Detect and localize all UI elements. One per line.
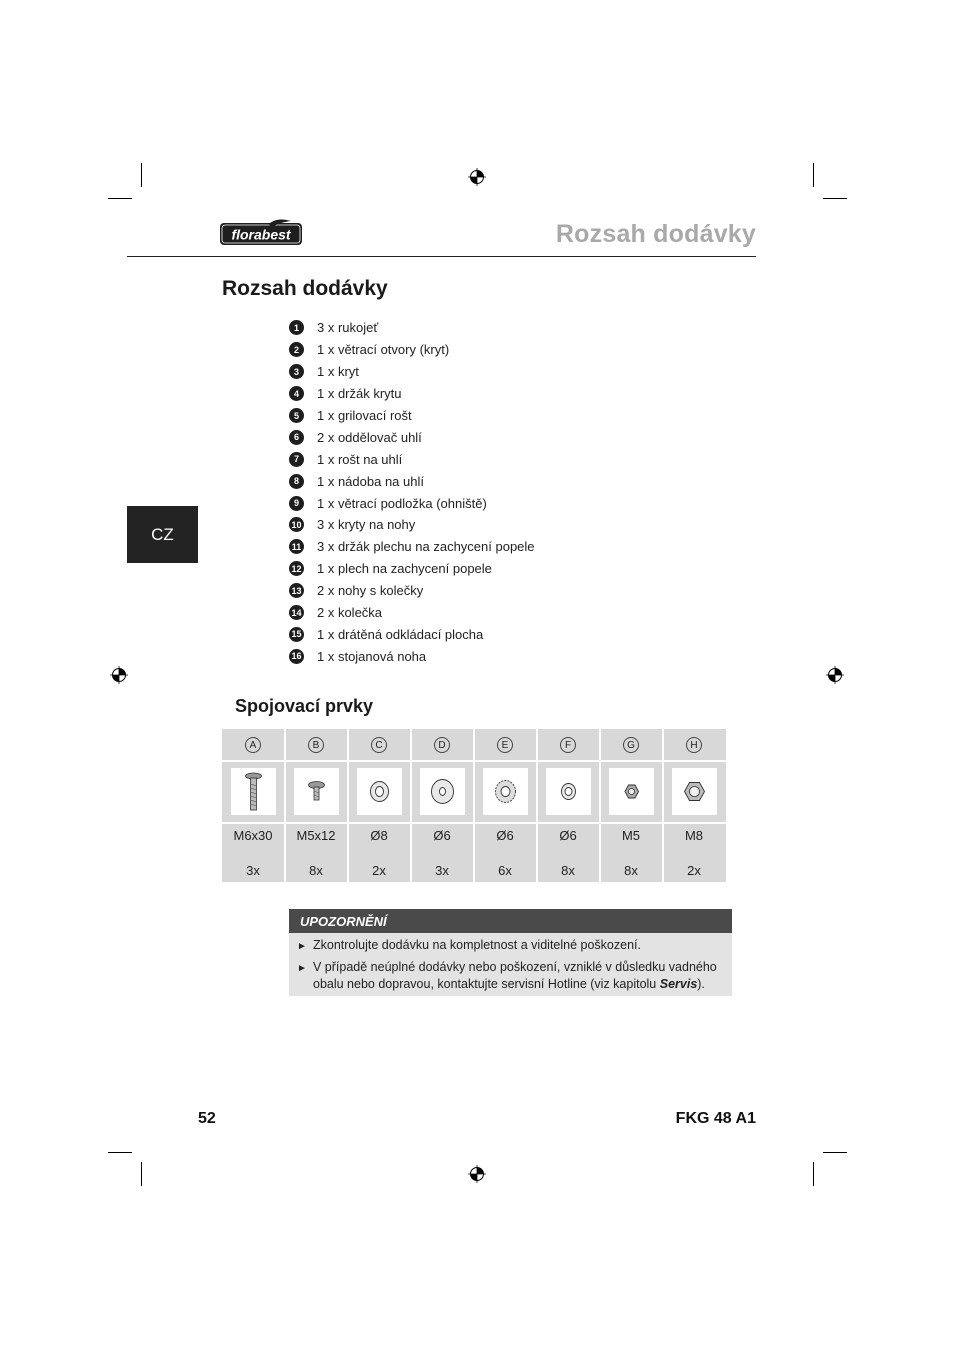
fastener-letter: E (497, 737, 513, 753)
fastener-column (348, 729, 410, 882)
fastener-qty: 8x (624, 863, 638, 878)
list-item (289, 623, 535, 645)
item-number: 1 (289, 320, 304, 335)
fastener-letter: F (560, 737, 576, 753)
item-text: 3 x rukojeť (317, 320, 379, 336)
fastener-letter: A (245, 737, 261, 753)
notice-item (297, 937, 723, 955)
logo-text: florabest (231, 226, 291, 243)
fastener-size: M6x30 (233, 828, 273, 843)
item-number: 12 (289, 561, 304, 576)
list-item (289, 492, 535, 514)
item-number: 14 (289, 605, 304, 620)
fastener-image (483, 768, 528, 815)
notice-item (297, 959, 723, 993)
header-divider (127, 256, 756, 257)
fastener-letter: D (434, 737, 450, 753)
item-text: 1 x kryt (317, 364, 359, 380)
crop-mark (108, 198, 132, 199)
fastener-column (600, 729, 662, 882)
table-divider (410, 729, 412, 882)
item-text: 2 x kolečka (317, 605, 383, 621)
fastener-letter: C (371, 737, 387, 753)
item-number: 8 (289, 474, 304, 489)
item-text: 1 x držák krytu (317, 386, 402, 402)
item-number: 6 (289, 430, 304, 445)
notice-text-part: V případě neúplné dodávky nebo poškození, vzniklé v důsledku vadného obalu nebo dopravou, kontaktujte servisní Hotline (viz kapitolu (313, 960, 717, 991)
notice-text-part: ). (697, 977, 705, 991)
fastener-image (609, 768, 654, 815)
fastener-qty: 3x (435, 863, 449, 878)
item-number: 16 (289, 649, 304, 664)
fastener-letter: H (686, 737, 702, 753)
table-divider (599, 729, 601, 882)
list-item (289, 514, 535, 536)
short-screw-icon (294, 768, 339, 815)
page-title: Rozsah dodávky (555, 220, 756, 248)
fastener-qty: 6x (498, 863, 512, 878)
list-item (289, 361, 535, 383)
list-item (289, 405, 535, 427)
list-item (289, 536, 535, 558)
item-text: 1 x drátěná odkládací plocha (317, 626, 484, 642)
item-text: 1 x grilovací rošt (317, 408, 412, 423)
fasteners-title: Spojovací prvky (235, 696, 374, 716)
arrow-icon: ► (297, 963, 307, 974)
item-text: 2 x nohy s kolečky (317, 583, 424, 599)
list-item (289, 448, 535, 470)
page-number: 52 (198, 1110, 216, 1127)
item-number: 15 (289, 627, 304, 642)
fastener-image (672, 768, 717, 815)
servis-reference: Servis (659, 977, 698, 991)
small-washer-icon (546, 768, 591, 815)
language-tab: CZ (127, 506, 198, 563)
fastener-column (285, 729, 347, 882)
crop-mark (823, 1152, 847, 1153)
crop-mark (813, 163, 814, 187)
fastener-qty: 8x (309, 863, 323, 878)
arrow-icon: ► (297, 941, 307, 952)
fastener-qty: 3x (246, 863, 260, 878)
list-item (289, 383, 535, 405)
item-text: 2 x oddělovač uhlí (317, 429, 422, 445)
florabest-logo (219, 219, 303, 247)
item-number: 11 (289, 539, 304, 554)
nut-icon (672, 768, 717, 815)
registration-mark-icon (468, 168, 486, 186)
bolt-icon (231, 768, 276, 815)
crop-mark (141, 1162, 142, 1186)
small-nut-icon (609, 768, 654, 815)
fastener-image (420, 768, 465, 815)
item-text: 1 x stojanová noha (317, 648, 427, 664)
fastener-column (411, 729, 473, 882)
fastener-size: M8 (684, 828, 704, 843)
item-number: 10 (289, 517, 304, 532)
registration-mark-icon (468, 1165, 486, 1183)
table-divider (662, 729, 664, 882)
fastener-column (537, 729, 599, 882)
table-divider (473, 729, 475, 882)
registration-mark-icon (826, 666, 844, 684)
table-divider (284, 729, 286, 882)
lock-washer-icon (483, 768, 528, 815)
item-number: 4 (289, 386, 304, 401)
fastener-column (222, 729, 284, 882)
fastener-letter: B (308, 737, 324, 753)
parts-list (289, 317, 535, 667)
item-text: 3 x kryty na nohy (317, 517, 416, 533)
fastener-column (663, 729, 725, 882)
fastener-image (231, 768, 276, 815)
large-washer-icon (420, 768, 465, 815)
item-number: 13 (289, 583, 304, 598)
fastener-image (357, 768, 402, 815)
fastener-image (546, 768, 591, 815)
list-item (289, 580, 535, 602)
fastener-size: Ø6 (559, 828, 577, 843)
table-divider (347, 729, 349, 882)
item-number: 3 (289, 364, 304, 379)
crop-mark (813, 1162, 814, 1186)
notice-heading: UPOZORNĚNÍ (289, 909, 732, 933)
registration-mark-icon (110, 666, 128, 684)
list-item (289, 317, 535, 339)
fastener-size: Ø6 (433, 828, 451, 843)
model-number: FKG 48 A1 (675, 1110, 756, 1127)
section-title: Rozsah dodávky (222, 277, 388, 300)
item-text: 1 x větrací otvory (kryt) (317, 342, 450, 358)
item-number: 2 (289, 342, 304, 357)
item-text: 1 x plech na zachycení popele (317, 561, 492, 577)
fastener-qty: 8x (561, 863, 575, 878)
list-item (289, 339, 535, 361)
crop-mark (141, 163, 142, 187)
list-item (289, 602, 535, 624)
fasteners-table (222, 729, 726, 882)
fastener-qty: 2x (687, 863, 701, 878)
list-item (289, 426, 535, 448)
fastener-qty: 2x (372, 863, 386, 878)
washer-icon (357, 768, 402, 815)
fastener-size: Ø8 (370, 828, 388, 843)
item-text: 3 x držák plechu na zachycení popele (317, 539, 535, 555)
fastener-image (294, 768, 339, 815)
list-item (289, 645, 535, 667)
table-divider (536, 729, 538, 882)
item-text: 1 x nádoba na uhlí (317, 473, 424, 489)
item-number: 7 (289, 452, 304, 467)
list-item (289, 470, 535, 492)
item-number: 9 (289, 496, 304, 511)
fastener-letter: G (623, 737, 639, 753)
notice-text: Zkontrolujte dodávku na kompletnost a viditelné poškození. (313, 938, 641, 952)
crop-mark (823, 198, 847, 199)
list-item (289, 558, 535, 580)
item-number: 5 (289, 408, 304, 423)
fastener-size: Ø6 (496, 828, 514, 843)
crop-mark (108, 1152, 132, 1153)
fastener-size: M5x12 (296, 828, 336, 843)
notice-text (313, 959, 723, 993)
item-text: 1 x rošt na uhlí (317, 451, 403, 467)
item-text: 1 x větrací podložka (ohniště) (317, 495, 487, 511)
fastener-size: M5 (621, 828, 641, 843)
notice-box (289, 909, 732, 996)
fastener-column (474, 729, 536, 882)
